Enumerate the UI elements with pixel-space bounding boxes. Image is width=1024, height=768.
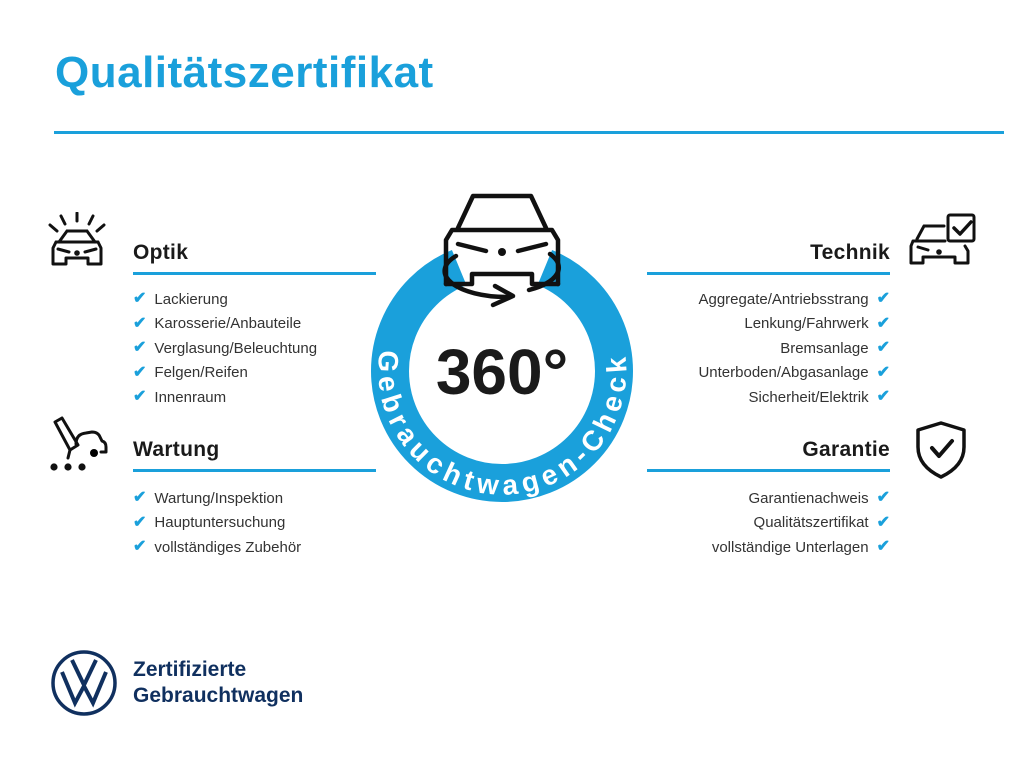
page-title: Qualitätszertifikat: [55, 48, 434, 97]
item-label: Felgen/Reifen: [154, 364, 248, 382]
checklist-item: [133, 535, 433, 560]
title-divider: [54, 131, 1004, 134]
item-label: Lackierung: [154, 290, 228, 308]
checklist-item: [590, 535, 890, 560]
check-icon: ✔: [133, 363, 147, 381]
shield-check-icon: [912, 420, 970, 482]
check-icon: ✔: [133, 489, 147, 507]
section-header-optik: [133, 241, 376, 275]
car-shine-icon: [44, 212, 110, 270]
item-label: Wartung/Inspektion: [154, 489, 284, 507]
check-icon: ✔: [876, 290, 890, 308]
check-icon: ✔: [133, 538, 147, 556]
footer-line1: Zertifizierte: [133, 658, 247, 681]
item-label: Qualitätszertifikat: [753, 514, 869, 532]
item-label: Sicherheit/Elektrik: [748, 388, 869, 406]
check-icon: ✔: [133, 513, 147, 531]
check-icon: ✔: [876, 339, 890, 357]
item-label: vollständiges Zubehör: [154, 538, 302, 556]
check-icon: ✔: [876, 388, 890, 406]
item-label: Garantienachweis: [748, 489, 869, 507]
checklist-item: [133, 511, 433, 536]
item-label: Verglasung/Beleuchtung: [154, 339, 318, 357]
item-label: vollständige Unterlagen: [711, 538, 869, 556]
check-icon: ✔: [133, 290, 147, 308]
check-icon: ✔: [133, 314, 147, 332]
section-underline: [647, 272, 890, 275]
section-underline: [647, 469, 890, 472]
section-underline: [133, 469, 376, 472]
item-label: Bremsanlage: [780, 339, 869, 357]
item-label: Aggregate/Antriebsstrang: [698, 290, 869, 308]
section-underline: [133, 272, 376, 275]
checklist-item: [590, 511, 890, 536]
check-icon: ✔: [876, 363, 890, 381]
footer-line2: Gebrauchtwagen: [133, 684, 304, 707]
item-label: Innenraum: [154, 388, 227, 406]
car-checkbox-icon: [908, 212, 978, 270]
item-label: Hauptuntersuchung: [154, 514, 286, 532]
badge-degree-text: 360°: [435, 336, 569, 408]
check-icon: ✔: [876, 513, 890, 531]
item-label: Karosserie/Anbauteile: [154, 315, 302, 333]
check-icon: ✔: [876, 489, 890, 507]
check-icon: ✔: [876, 314, 890, 332]
badge-curved-text: Gebrauchtwagen-Check: [371, 349, 633, 502]
section-title: Technik: [810, 241, 890, 264]
section-header-wartung: [133, 438, 376, 472]
360-check-badge: [345, 168, 659, 513]
item-label: Unterboden/Abgasanlage: [698, 364, 869, 382]
pencil-car-icon: [42, 416, 110, 474]
check-icon: ✔: [133, 388, 147, 406]
section-header-technik: [647, 241, 890, 275]
check-icon: ✔: [133, 339, 147, 357]
item-label: Lenkung/Fahrwerk: [744, 315, 869, 333]
check-icon: ✔: [876, 538, 890, 556]
section-title: Optik: [133, 241, 189, 264]
section-title: Wartung: [133, 438, 220, 461]
vw-logo: [50, 649, 118, 717]
section-title: Garantie: [802, 438, 890, 461]
section-header-garantie: [647, 438, 890, 472]
footer-brand-text: [133, 657, 303, 709]
